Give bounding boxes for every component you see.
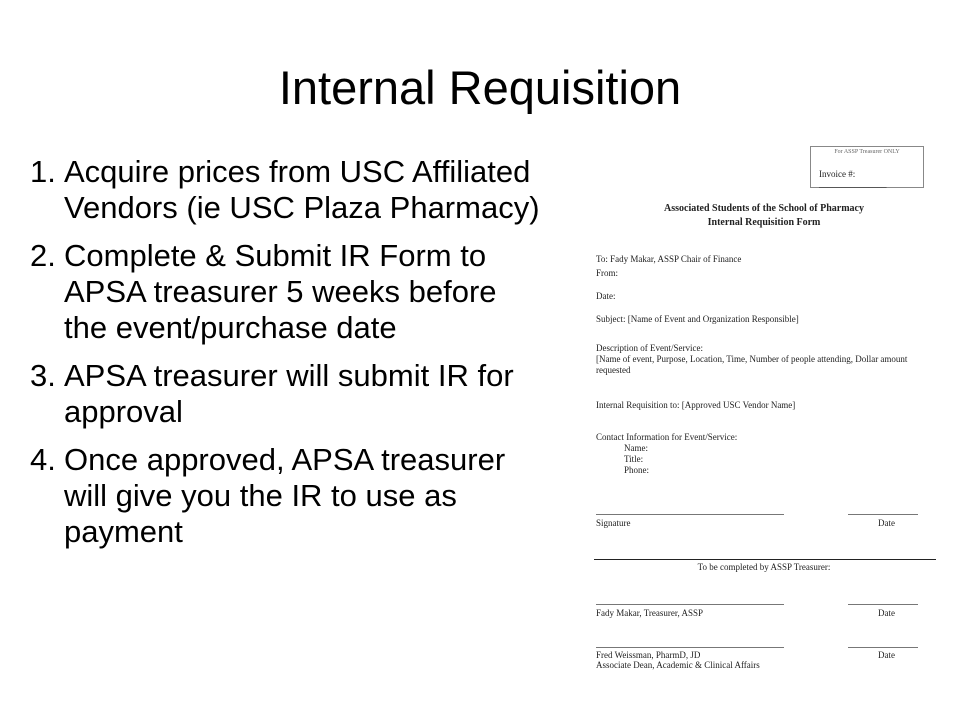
step-number: 4.: [30, 442, 56, 477]
form-treasurer-sig: Fady Makar, Treasurer, ASSP: [596, 608, 704, 618]
form-dean-sig: Fred Weissman, PharmD, JD: [596, 650, 701, 660]
step-text: Acquire prices from USC Affiliated Vendors (ie USC Plaza Pharmacy): [64, 154, 540, 225]
step-item: [30, 154, 540, 226]
step-item: [30, 442, 540, 550]
invoice-box: [810, 146, 924, 188]
step-number: 2.: [30, 238, 56, 273]
invoice-header: For ASSP Treasurer ONLY: [834, 149, 900, 155]
form-treasurer-section: To be completed by ASSP Treasurer:: [697, 562, 831, 572]
dean-signature-line: [596, 647, 784, 648]
form-from: From:: [596, 268, 619, 278]
form-contact-title: Title:: [624, 454, 644, 464]
form-contact-name: Name:: [624, 443, 648, 453]
form-to: To: Fady Makar, ASSP Chair of Finance: [596, 254, 742, 264]
form-contact-label: Contact Information for Event/Service:: [596, 432, 738, 442]
signature-line: [596, 514, 784, 515]
form-org-name: Associated Students of the School of Pharmacy: [664, 203, 864, 214]
form-desc-line2: requested: [596, 365, 631, 375]
step-text: APSA treasurer will submit IR for approval: [64, 358, 514, 429]
form-signature-label: Signature: [596, 518, 631, 528]
dean-date-line: [848, 647, 918, 648]
step-text: Once approved, APSA treasurer will give you the IR to use as payment: [64, 442, 506, 549]
form-ir-to: Internal Requisition to: [Approved USC Vendor Name]: [596, 400, 796, 410]
form-name: Internal Requisition Form: [707, 217, 821, 228]
step-item: [30, 238, 540, 346]
form-desc-line1: [Name of event, Purpose, Location, Time, Number of people attending, Dollar amount: [596, 354, 908, 364]
form-treasurer-date: Date: [878, 608, 895, 618]
slide-title: Internal Requisition: [278, 61, 682, 114]
form-dean-title: Associate Dean, Academic & Clinical Affairs: [596, 660, 760, 670]
treasurer-signature-line: [596, 604, 784, 605]
step-item: [30, 358, 540, 430]
section-divider: [594, 559, 936, 560]
ir-form-image: [578, 140, 950, 670]
step-number: 1.: [30, 154, 56, 189]
date-line: [848, 514, 918, 515]
step-number: 3.: [30, 358, 56, 393]
steps-list: [30, 154, 540, 562]
invoice-number-field: Invoice #: _______________: [819, 169, 887, 189]
form-subject: Subject: [Name of Event and Organization Responsible]: [596, 314, 799, 324]
step-text: Complete & Submit IR Form to APSA treasurer 5 weeks before the event/purchase date: [64, 238, 497, 345]
treasurer-date-line: [848, 604, 918, 605]
form-title-block: [578, 202, 950, 230]
form-date-label: Date: [878, 518, 895, 528]
form-date: Date:: [596, 291, 616, 301]
form-contact-phone: Phone:: [624, 465, 650, 475]
form-desc-label: Description of Event/Service:: [596, 343, 703, 353]
form-dean-date: Date: [878, 650, 895, 660]
